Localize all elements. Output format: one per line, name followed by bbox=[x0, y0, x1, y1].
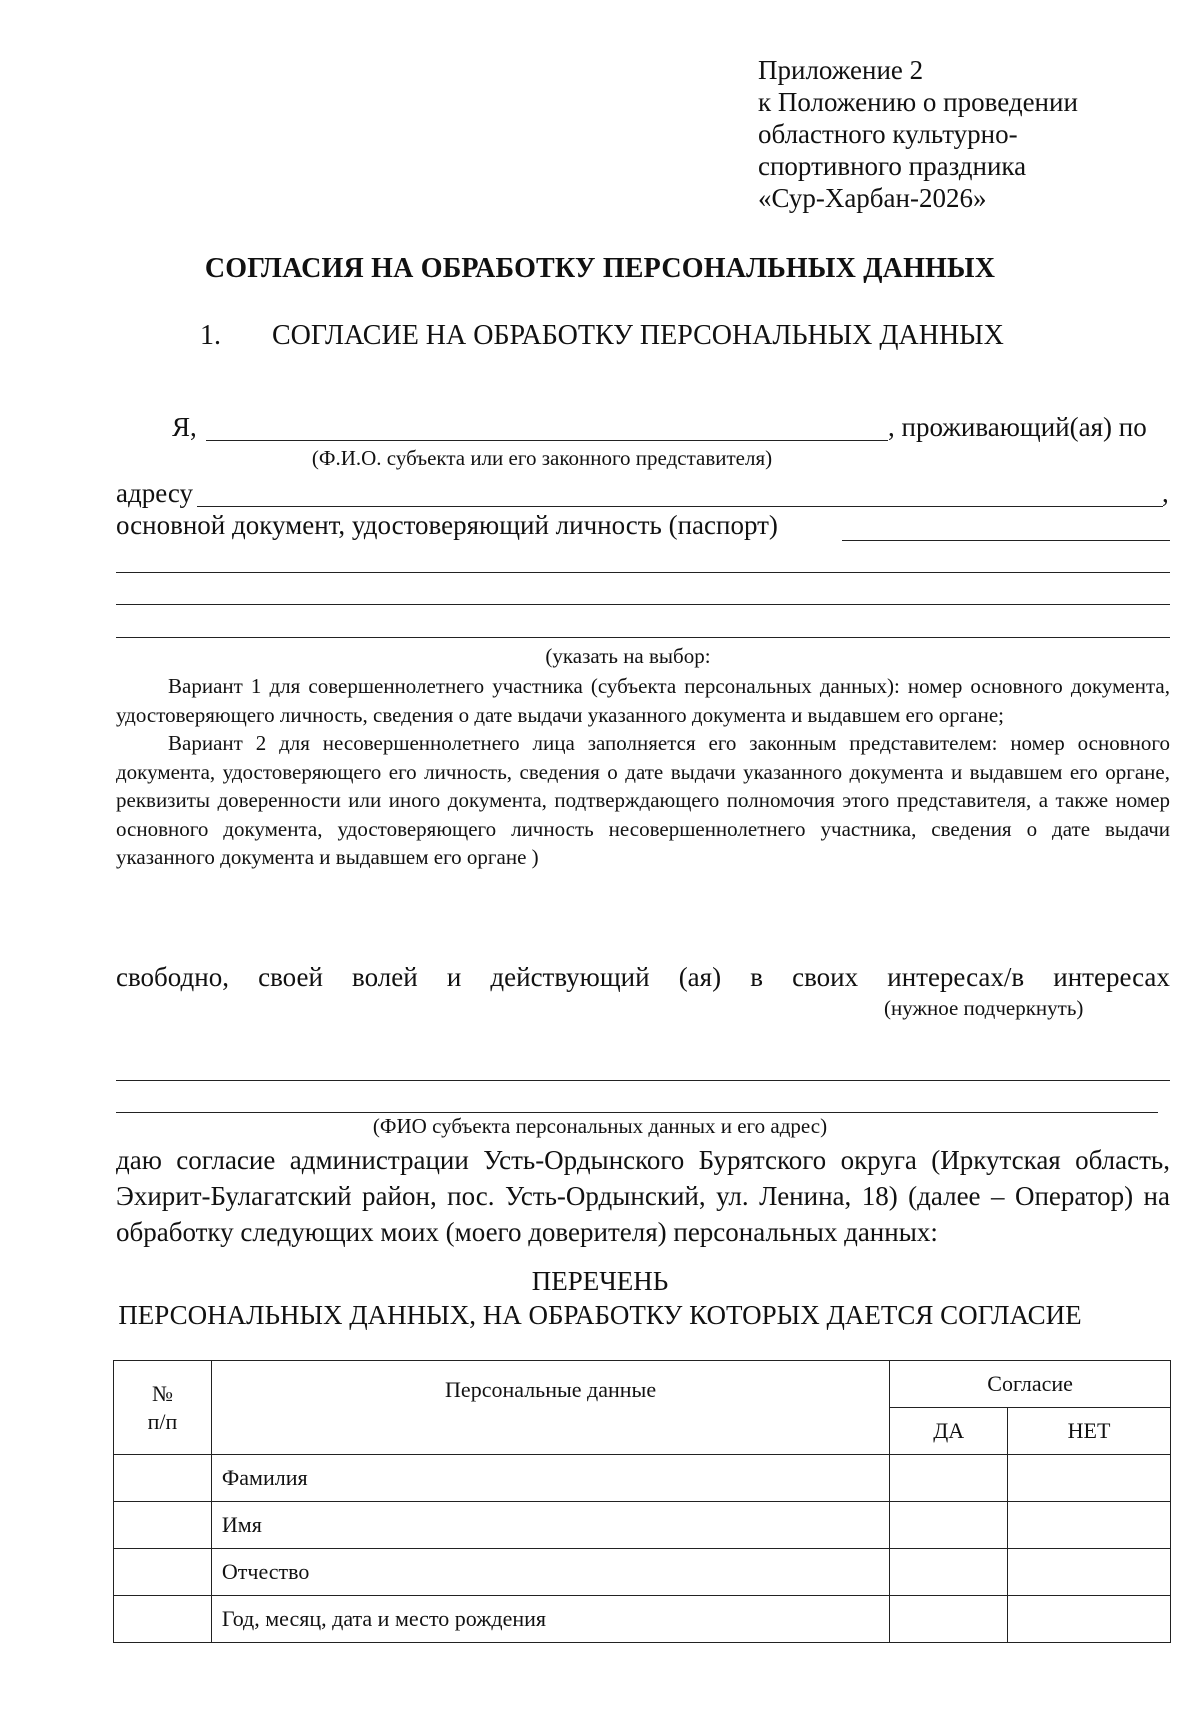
appendix-line: «Сур-Харбан-2026» bbox=[758, 183, 987, 213]
freely-word: (ая) bbox=[678, 962, 722, 992]
list-title: ПЕРЕЧЕНЬ bbox=[531, 1266, 669, 1296]
header-consent: Согласие bbox=[890, 1361, 1171, 1408]
freely-word: своих bbox=[792, 962, 859, 992]
row-label: Год, месяц, дата и место рождения bbox=[211, 1596, 889, 1643]
subject-field-line[interactable] bbox=[116, 1080, 1170, 1081]
row-label: Фамилия bbox=[211, 1455, 889, 1502]
document-title: СОГЛАСИЯ НА ОБРАБОТКУ ПЕРСОНАЛЬНЫХ ДАННЫХ bbox=[204, 253, 996, 284]
section-number: 1. bbox=[200, 320, 221, 351]
fio-caption: (Ф.И.О. субъекта или его законного представителя) bbox=[311, 446, 773, 470]
blank-line[interactable] bbox=[116, 572, 1170, 573]
underline-caption: (нужное подчеркнуть) bbox=[884, 996, 1084, 1020]
freely-word: интересах bbox=[1053, 962, 1170, 992]
appendix-line: спортивного праздника bbox=[758, 151, 1027, 181]
header-no: НЕТ bbox=[1008, 1408, 1171, 1455]
appendix-line: Приложение 2 bbox=[758, 55, 924, 85]
section-title: СОГЛАСИЕ НА ОБРАБОТКУ ПЕРСОНАЛЬНЫХ ДАННЫХ bbox=[272, 320, 1004, 351]
appendix-line: областного культурно- bbox=[758, 119, 1018, 149]
row-number-cell bbox=[114, 1596, 212, 1643]
yes-cell[interactable] bbox=[890, 1455, 1008, 1502]
variant-2: Вариант 2 для несовершеннолетнего лица заполняется его законным представителем: номер основного документа, удостоверяющего его личность, сведения о дате выдачи указанного документа и выдавшем его органе, реквизиты доверенности или иного документа, подтверждающего полномочия этого представителя, а также номер основного документа, удостоверяющего личность несовершеннолетнего участника, сведения о дате выдачи указанного документа и выдавшем его органе ) bbox=[116, 731, 1170, 869]
header-personal-data: Персональные данные bbox=[211, 1361, 889, 1455]
subject-field-line[interactable] bbox=[116, 1112, 1158, 1113]
freely-word: своей bbox=[258, 962, 323, 992]
consent-paragraph: даю согласие администрации Усть-Ордынского Бурятского округа (Иркутская область, Эхирит-Булагатский район, пос. Усть-Ордынский, ул. Ленина, 18) (далее – Оператор) на обработку следующих моих (моего доверителя) персональных данных: bbox=[116, 1145, 1170, 1247]
table-row bbox=[114, 1596, 1171, 1643]
choose-caption: (указать на выбор: bbox=[545, 644, 711, 668]
header-number bbox=[114, 1361, 212, 1455]
no-cell[interactable] bbox=[1008, 1596, 1171, 1643]
blank-line[interactable] bbox=[116, 604, 1170, 605]
yes-cell[interactable] bbox=[890, 1596, 1008, 1643]
document-label: основной документ, удостоверяющий личность (паспорт) bbox=[116, 510, 778, 540]
no-cell[interactable] bbox=[1008, 1455, 1171, 1502]
address-end: , bbox=[1162, 478, 1169, 508]
freely-word: свободно, bbox=[116, 962, 229, 992]
fio-field-line[interactable] bbox=[206, 440, 888, 441]
freely-line bbox=[116, 962, 1170, 993]
header-yes: ДА bbox=[890, 1408, 1008, 1455]
row-label: Отчество bbox=[211, 1549, 889, 1596]
row-number-cell bbox=[114, 1455, 212, 1502]
header-number-line1: № bbox=[151, 1380, 173, 1406]
table-row bbox=[114, 1455, 1171, 1502]
yes-cell[interactable] bbox=[890, 1502, 1008, 1549]
no-cell[interactable] bbox=[1008, 1502, 1171, 1549]
header-number-line2: п/п bbox=[147, 1408, 178, 1434]
table-row bbox=[114, 1549, 1171, 1596]
variants-text bbox=[116, 672, 1170, 872]
row-label: Имя bbox=[211, 1502, 889, 1549]
blank-line[interactable] bbox=[116, 637, 1170, 638]
living-label: , проживающий(ая) по bbox=[888, 412, 1147, 442]
freely-word: и bbox=[446, 962, 462, 992]
i-label: Я, bbox=[172, 412, 197, 442]
variant-1: Вариант 1 для совершеннолетнего участника (субъекта персональных данных): номер основного документа, удостоверяющего личность, сведения о дате выдачи указанного документа и выдавшем его органе; bbox=[116, 674, 1170, 727]
section-heading bbox=[200, 320, 1004, 352]
yes-cell[interactable] bbox=[890, 1549, 1008, 1596]
row-number-cell bbox=[114, 1549, 212, 1596]
list-subtitle: ПЕРСОНАЛЬНЫХ ДАННЫХ, НА ОБРАБОТКУ КОТОРЫХ ДАЕТСЯ СОГЛАСИЕ bbox=[118, 1300, 1082, 1330]
address-field-line[interactable] bbox=[197, 506, 1163, 507]
appendix-header bbox=[758, 54, 1078, 214]
document-field-line[interactable] bbox=[842, 540, 1170, 541]
address-label: адресу bbox=[116, 478, 194, 508]
freely-word: интересах/в bbox=[887, 962, 1025, 992]
personal-data-table bbox=[113, 1360, 1171, 1643]
freely-word: действующий bbox=[490, 962, 650, 992]
appendix-line: к Положению о проведении bbox=[758, 87, 1078, 117]
no-cell[interactable] bbox=[1008, 1549, 1171, 1596]
row-number-cell bbox=[114, 1502, 212, 1549]
subject-caption: (ФИО субъекта персональных данных и его адрес) bbox=[372, 1114, 828, 1138]
freely-word: волей bbox=[352, 962, 418, 992]
table-row bbox=[114, 1502, 1171, 1549]
freely-word: в bbox=[750, 962, 763, 992]
